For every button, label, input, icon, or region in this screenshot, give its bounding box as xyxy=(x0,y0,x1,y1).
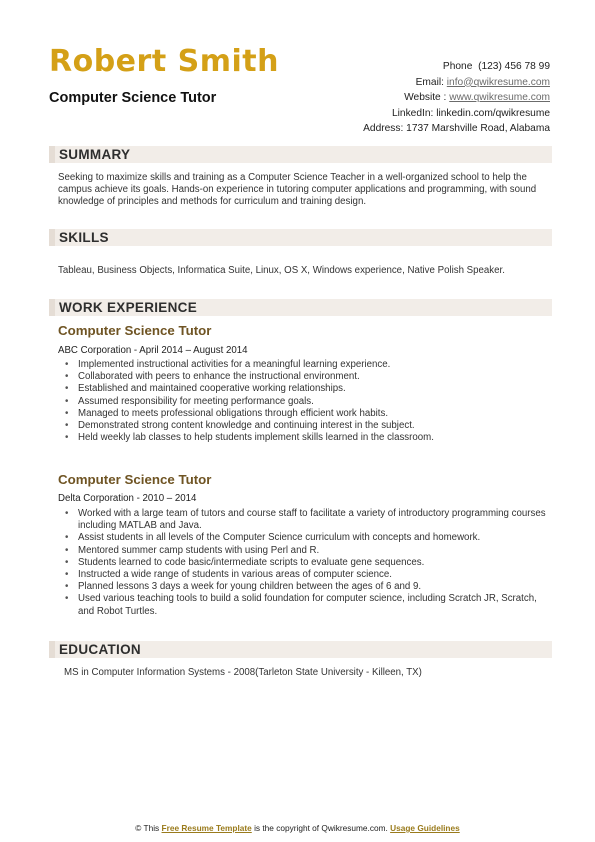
job-title: Computer Science Tutor xyxy=(58,472,212,487)
phone-label: Phone xyxy=(442,61,473,72)
list-item: • Worked with a large team of tutors and course staff to facilitate a variety of introductory programming courses including MATLAB and Java. xyxy=(78,508,554,532)
list-item: • Managed to meets professional obligations through efficient work habits. xyxy=(78,408,554,420)
website-label: Website : xyxy=(404,92,447,104)
candidate-title: Computer Science Tutor xyxy=(49,90,217,106)
list-item: • Students learned to code basic/intermediate scripts to evaluate gene sequences. xyxy=(78,557,554,569)
list-item: • Mentored summer camp students with using Perl and R. xyxy=(78,545,554,557)
job-company: Delta Corporation - 2010 – 2014 xyxy=(58,493,197,504)
education-section-bar xyxy=(49,641,552,658)
list-item: • Instructed a wide range of students in various areas of computer science. xyxy=(78,569,554,581)
linkedin-label: LinkedIn: xyxy=(391,107,434,119)
list-item: • Used various teaching tools to build a solid foundation for computer science, including Scratch JR, Scratch, and Robot Turtles. xyxy=(78,593,554,617)
email-label: Email: xyxy=(415,76,444,88)
education-text: MS in Computer Information Systems - 2008(Tarleton State University - Killeen, TX) xyxy=(64,667,422,678)
footer-middle: is the copyright of Qwikresume.com. xyxy=(254,823,388,833)
list-item: • Held weekly lab classes to help students implement skills learned in the classroom. xyxy=(78,432,554,444)
skills-heading: SKILLS xyxy=(59,230,109,245)
footer-prefix: © This xyxy=(135,823,160,833)
summary-section-bar xyxy=(49,146,552,163)
summary-heading: SUMMARY xyxy=(59,147,131,162)
website-link[interactable]: www.qwikresume.com xyxy=(449,92,550,104)
summary-text: Seeking to maximize skills and training as a Computer Science Teacher in a well-organized school to help the campus achieve its goals. Hands-on experience in tutoring computer applications and programming, with sound knowledge of principles and methods for curriculum and training design. xyxy=(58,172,537,207)
candidate-name: Robert Smith xyxy=(49,44,279,79)
job-company: ABC Corporation - April 2014 – August 2014 xyxy=(58,345,248,356)
email-link[interactable]: info@qwikresume.com xyxy=(446,76,550,88)
job-title: Computer Science Tutor xyxy=(58,323,212,338)
usage-guidelines-link[interactable]: Usage Guidelines xyxy=(390,823,460,833)
skills-section-bar xyxy=(49,229,552,246)
linkedin-value: linkedin.com/qwikresume xyxy=(436,107,550,119)
contact-email xyxy=(363,75,550,91)
experience-heading: WORK EXPERIENCE xyxy=(59,300,198,315)
free-resume-template-link[interactable]: Free Resume Template xyxy=(161,823,252,833)
job-bullet-list xyxy=(58,508,554,618)
contact-block xyxy=(363,59,550,137)
list-item: • Planned lessons 3 days a week for young children between the ages of 6 and 9. xyxy=(78,581,554,593)
contact-website xyxy=(363,90,550,106)
contact-linkedin xyxy=(363,106,550,122)
skills-text: Tableau, Business Objects, Informatica Suite, Linux, OS X, Windows experience, Native Polish Speaker. xyxy=(58,265,505,276)
list-item: • Implemented instructional activities for a meaningful learning experience. xyxy=(78,359,554,371)
list-item: • Demonstrated strong content knowledge and continuing interest in the subject. xyxy=(78,420,554,432)
address-value: 1737 Marshville Road, Alabama xyxy=(406,123,550,135)
list-item: • Collaborated with peers to enhance the instructional environment. xyxy=(78,371,554,383)
contact-address xyxy=(363,121,550,137)
list-item: • Assist students in all levels of the Computer Science curriculum with concepts and homework. xyxy=(78,532,554,544)
education-heading: EDUCATION xyxy=(59,642,141,657)
contact-phone xyxy=(363,59,550,75)
phone-value: (123) 456 78 99 xyxy=(478,61,550,72)
list-item: • Assumed responsibility for meeting performance goals. xyxy=(78,396,554,408)
address-label: Address: xyxy=(363,123,404,135)
job-bullet-list xyxy=(58,359,554,444)
footer-copyright xyxy=(0,823,595,833)
list-item: • Established and maintained cooperative working relationships. xyxy=(78,383,554,395)
experience-section-bar xyxy=(49,299,552,316)
